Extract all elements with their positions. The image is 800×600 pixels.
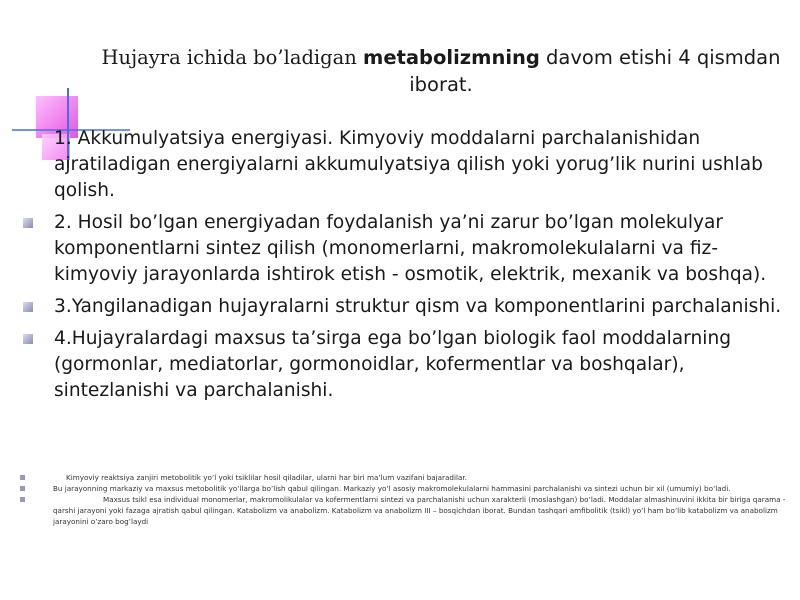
- bullet-item-1: [34, 126, 784, 204]
- footnotes: [20, 472, 790, 527]
- bullet-marker: [23, 334, 33, 344]
- bullet-text: 1. Akkumulyatsiya energiyasi. Kimyoviy moddalarni parchalanishidan ajratiladigan energiyalarni akkumulyatsiya qilish yoki yorug’lik nurini ushlab qolish.: [54, 128, 763, 201]
- note-text: Bu jarayonning markaziy va maxsus metobolitik yo’llarga bo’lish qabul qilingan. Markaziy yo’l asosiy makromolekulalarni hammasini parchalanishi va sintezi uchun bir xil (umumiy) bo’ladi.: [53, 484, 731, 493]
- footnote-1: [20, 472, 790, 483]
- note-marker: [20, 486, 25, 491]
- slide-title: [96, 44, 786, 98]
- bullet-marker: [23, 302, 33, 312]
- bullet-item-3: [34, 294, 784, 320]
- bullet-text: 3.Yangilanadigan hujayralarni struktur qism va komponentlarini parchalanishi.: [54, 296, 782, 317]
- title-bold: metabolizmning: [363, 46, 540, 69]
- bullet-text: 4.Hujayralardagi maxsus ta’sirga ega bo’lgan biologik faol moddalarning (gormonlar, mediatorlar, gormonoidlar, kofermentlar va boshqalar), sintezlanishi va parchalanishi.: [54, 328, 732, 401]
- title-rest: davom etishi 4 qismdan iborat.: [409, 46, 781, 96]
- bullet-text: 2. Hosil bo’lgan energiyadan foydalanish ya’ni zarur bo’lgan molekulyar komponentlarni sintez qilish (monomerlarni, makromolekulalarni va fiz-kimyoviy jarayonlarda ishtirok etish - osmotik, elektrik, mexanik va boshqa).: [54, 212, 767, 285]
- note-text: Kimyoviy reaktsiya zanjiri metobolitik yo’l yoki tsiklilar hosil qiladilar, ularni har biri ma’lum vazifani bajaradilar.: [66, 473, 467, 482]
- note-marker: [20, 475, 25, 480]
- footnote-3: [20, 494, 790, 527]
- footnote-2: [20, 483, 790, 494]
- title-lead: Hujayra ichida bo’ladigan: [101, 46, 364, 69]
- note-marker: [20, 497, 25, 502]
- bullet-item-2: [34, 210, 784, 288]
- bullet-list: [34, 126, 784, 410]
- bullet-marker: [23, 218, 33, 228]
- bullet-item-4: [34, 326, 784, 404]
- note-text: Maxsus tsikl esa individual monomerlar, makromolikulalar va kofermentlarni sintezi va parchalanishi uchun xarakterli (moslashgan) bo’ladi. Moddalar almashinuvini ikkita bir biriga qarama - qarshi jarayoni yoki fazaga ajratish qabul qilingan. Katabolizm va anabolizm. Katabolizm va anabolizm III – bosqichdan iborat. Bundan tashqari amfibolitik (tsikl) yo’l ham bo’lib katabolizm va anabolizm jarayonini o’zaro bog’laydi: [53, 495, 786, 526]
